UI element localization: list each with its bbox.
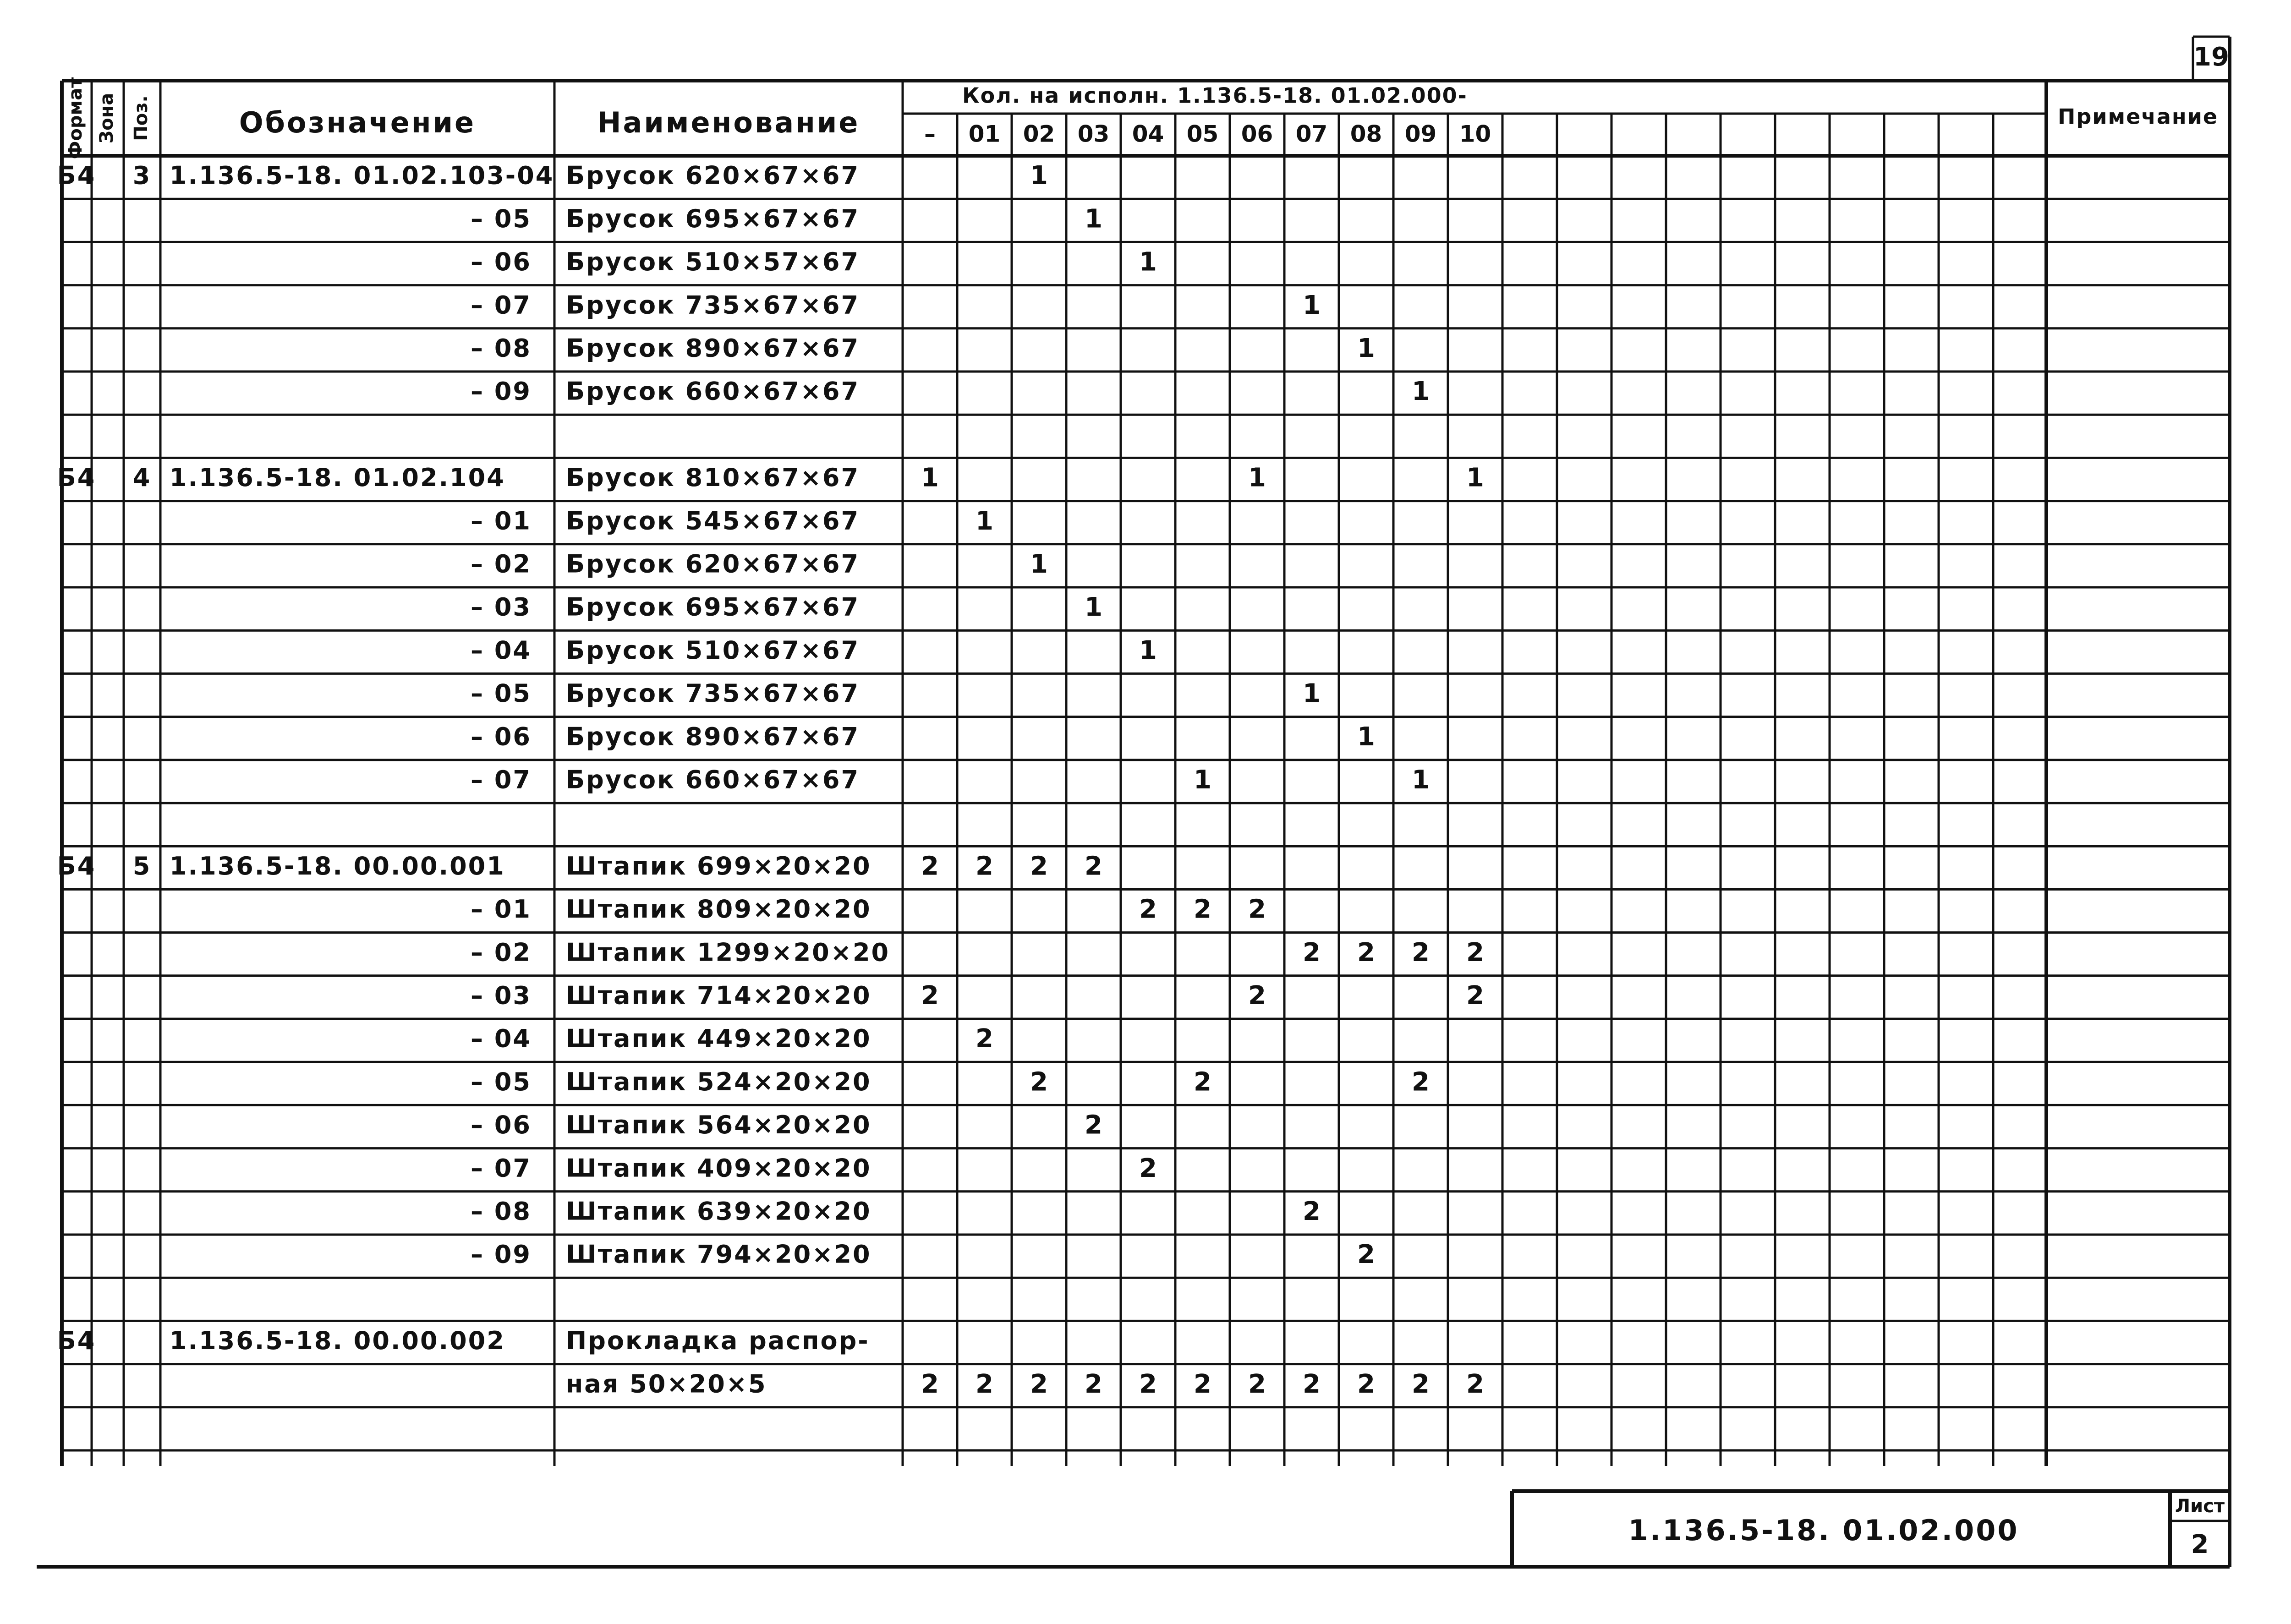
header-pos: Поз. bbox=[131, 95, 152, 141]
cell-quantity: 2 bbox=[1303, 1369, 1321, 1399]
stamp-document-code: 1.136.5-18. 01.02.000 bbox=[1628, 1514, 2019, 1547]
cell-name: Штапик 449×20×20 bbox=[566, 1024, 871, 1053]
cell-quantity: 1 bbox=[1139, 247, 1157, 277]
qty-column-header: – bbox=[924, 120, 936, 148]
cell-name: Брусок 810×67×67 bbox=[566, 463, 860, 492]
cell-name: Брусок 510×57×67 bbox=[566, 247, 860, 277]
cell-designation: – 01 bbox=[471, 506, 532, 536]
cell-quantity: 2 bbox=[976, 1024, 993, 1054]
cell-quantity: 1 bbox=[1357, 722, 1375, 752]
cell-quantity: 2 bbox=[1303, 937, 1321, 968]
cell-name: Брусок 620×67×67 bbox=[566, 161, 860, 190]
cell-quantity: 2 bbox=[1085, 1369, 1102, 1399]
cell-format: Б4 bbox=[57, 1326, 96, 1356]
cell-name: Брусок 890×67×67 bbox=[566, 722, 860, 751]
cell-designation: 1.136.5-18. 01.02.104 bbox=[170, 463, 505, 492]
cell-quantity: 2 bbox=[1085, 851, 1102, 881]
cell-quantity: 2 bbox=[921, 851, 939, 881]
cell-quantity: 1 bbox=[1466, 463, 1484, 493]
qty-column-header: 06 bbox=[1241, 120, 1273, 148]
stamp-sheet-label: Лист bbox=[2175, 1496, 2225, 1517]
cell-designation: 1.136.5-18. 01.02.103-04 bbox=[170, 161, 554, 190]
cell-quantity: 2 bbox=[976, 1369, 993, 1399]
table-text bbox=[57, 42, 2229, 1559]
cell-designation: – 02 bbox=[471, 549, 532, 579]
cell-name: Штапик 409×20×20 bbox=[566, 1154, 871, 1183]
qty-column-header: 01 bbox=[968, 120, 1001, 148]
cell-quantity: 2 bbox=[1139, 894, 1157, 924]
cell-name: Брусок 660×67×67 bbox=[566, 377, 860, 406]
cell-name: Брусок 620×67×67 bbox=[566, 549, 860, 579]
cell-designation: – 09 bbox=[471, 1240, 532, 1269]
cell-name: Брусок 735×67×67 bbox=[566, 679, 860, 708]
cell-name: Брусок 545×67×67 bbox=[566, 506, 860, 536]
cell-quantity: 2 bbox=[1248, 981, 1266, 1011]
cell-name: Штапик 564×20×20 bbox=[566, 1110, 871, 1140]
cell-quantity: 1 bbox=[1194, 765, 1211, 795]
cell-designation: – 01 bbox=[471, 895, 532, 924]
cell-quantity: 2 bbox=[1194, 1067, 1211, 1097]
cell-quantity: 2 bbox=[1357, 1369, 1375, 1399]
cell-designation: – 05 bbox=[471, 679, 532, 708]
cell-name: Брусок 890×67×67 bbox=[566, 334, 860, 363]
cell-designation: – 07 bbox=[471, 290, 532, 320]
cell-quantity: 1 bbox=[1303, 290, 1321, 320]
stamp-sheet-number: 2 bbox=[2191, 1530, 2209, 1560]
cell-name: Штапик 809×20×20 bbox=[566, 895, 871, 924]
cell-designation: – 07 bbox=[471, 1154, 532, 1183]
qty-column-header: 03 bbox=[1077, 120, 1110, 148]
cell-designation: – 06 bbox=[471, 1110, 532, 1140]
cell-quantity: 2 bbox=[1466, 1369, 1484, 1399]
cell-pos: 5 bbox=[132, 851, 152, 880]
cell-quantity: 2 bbox=[921, 981, 939, 1011]
sheet-corner-number: 19 bbox=[2193, 42, 2229, 72]
cell-name: Штапик 639×20×20 bbox=[566, 1197, 871, 1226]
cell-quantity: 1 bbox=[1030, 161, 1048, 191]
cell-name: Брусок 735×67×67 bbox=[566, 290, 860, 320]
cell-quantity: 1 bbox=[1030, 549, 1048, 580]
cell-designation: – 05 bbox=[471, 204, 532, 233]
cell-designation: – 06 bbox=[471, 722, 532, 751]
cell-name: Штапик 714×20×20 bbox=[566, 981, 871, 1010]
cell-designation: – 04 bbox=[471, 1024, 532, 1053]
cell-name: Штапик 524×20×20 bbox=[566, 1067, 871, 1096]
cell-designation: – 06 bbox=[471, 247, 532, 277]
cell-pos: 4 bbox=[132, 463, 152, 492]
qty-column-header: 05 bbox=[1186, 120, 1219, 148]
cell-format: Б4 bbox=[57, 463, 96, 492]
cell-designation: – 02 bbox=[471, 938, 532, 967]
cell-designation: – 03 bbox=[471, 981, 532, 1010]
header-name: Наименование bbox=[597, 106, 860, 140]
cell-quantity: 2 bbox=[1030, 1369, 1048, 1399]
cell-quantity: 1 bbox=[1085, 204, 1102, 234]
cell-designation: – 08 bbox=[471, 334, 532, 363]
qty-column-header: 10 bbox=[1459, 120, 1491, 148]
cell-quantity: 2 bbox=[1194, 1369, 1211, 1399]
cell-designation: – 09 bbox=[471, 377, 532, 406]
cell-quantity: 1 bbox=[1412, 377, 1430, 407]
header-note: Примечание bbox=[2057, 104, 2219, 129]
cell-name: Штапик 699×20×20 bbox=[566, 851, 871, 880]
cell-name: ная 50×20×5 bbox=[566, 1369, 767, 1399]
cell-quantity: 2 bbox=[1248, 894, 1266, 924]
qty-column-header: 02 bbox=[1023, 120, 1055, 148]
header-format: Формат bbox=[65, 77, 86, 159]
cell-quantity: 2 bbox=[1085, 1110, 1102, 1140]
cell-quantity: 1 bbox=[1357, 334, 1375, 364]
cell-designation: – 04 bbox=[471, 635, 532, 665]
cell-quantity: 2 bbox=[976, 851, 993, 881]
qty-column-header: 08 bbox=[1350, 120, 1382, 148]
header-designation: Обозначение bbox=[239, 106, 476, 140]
cell-quantity: 1 bbox=[1303, 678, 1321, 709]
cell-quantity: 1 bbox=[921, 463, 939, 493]
cell-quantity: 2 bbox=[921, 1369, 939, 1399]
cell-quantity: 2 bbox=[1139, 1153, 1157, 1183]
cell-pos: 3 bbox=[132, 161, 152, 190]
qty-column-header: 09 bbox=[1404, 120, 1437, 148]
cell-designation: 1.136.5-18. 00.00.001 bbox=[170, 851, 505, 880]
cell-quantity: 2 bbox=[1466, 981, 1484, 1011]
cell-name: Штапик 1299×20×20 bbox=[566, 938, 890, 967]
cell-designation: 1.136.5-18. 00.00.002 bbox=[170, 1326, 505, 1356]
cell-quantity: 2 bbox=[1139, 1369, 1157, 1399]
cell-quantity: 2 bbox=[1412, 1067, 1430, 1097]
cell-quantity: 2 bbox=[1194, 894, 1211, 924]
cell-quantity: 1 bbox=[1248, 463, 1266, 493]
cell-quantity: 2 bbox=[1030, 1067, 1048, 1097]
cell-designation: – 05 bbox=[471, 1067, 532, 1096]
cell-format: Б4 bbox=[57, 851, 96, 880]
cell-quantity: 2 bbox=[1248, 1369, 1266, 1399]
cell-quantity: 2 bbox=[1357, 1240, 1375, 1270]
cell-format: Б4 bbox=[57, 161, 96, 190]
cell-name: Брусок 695×67×67 bbox=[566, 592, 860, 622]
cell-designation: – 03 bbox=[471, 592, 532, 622]
header-qty-title: Кол. на исполн. 1.136.5-18. 01.02.000- bbox=[962, 83, 1468, 108]
qty-column-header: 04 bbox=[1132, 120, 1164, 148]
cell-name: Брусок 510×67×67 bbox=[566, 635, 860, 665]
cell-quantity: 2 bbox=[1030, 851, 1048, 881]
cell-quantity: 2 bbox=[1412, 1369, 1430, 1399]
cell-quantity: 2 bbox=[1466, 937, 1484, 968]
cell-name: Прокладка распор- bbox=[566, 1326, 870, 1356]
cell-designation: – 08 bbox=[471, 1197, 532, 1226]
cell-name: Штапик 794×20×20 bbox=[566, 1240, 871, 1269]
cell-quantity: 2 bbox=[1303, 1197, 1321, 1227]
cell-quantity: 2 bbox=[1412, 937, 1430, 968]
cell-quantity: 1 bbox=[1139, 635, 1157, 666]
cell-name: Брусок 695×67×67 bbox=[566, 204, 860, 233]
cell-designation: – 07 bbox=[471, 765, 532, 794]
cell-quantity: 1 bbox=[1412, 765, 1430, 795]
cell-name: Брусок 660×67×67 bbox=[566, 765, 860, 794]
cell-quantity: 1 bbox=[1085, 592, 1102, 623]
cell-quantity: 2 bbox=[1357, 937, 1375, 968]
qty-column-header: 07 bbox=[1295, 120, 1328, 148]
cell-quantity: 1 bbox=[976, 506, 993, 536]
header-zone: Зона bbox=[96, 93, 117, 144]
